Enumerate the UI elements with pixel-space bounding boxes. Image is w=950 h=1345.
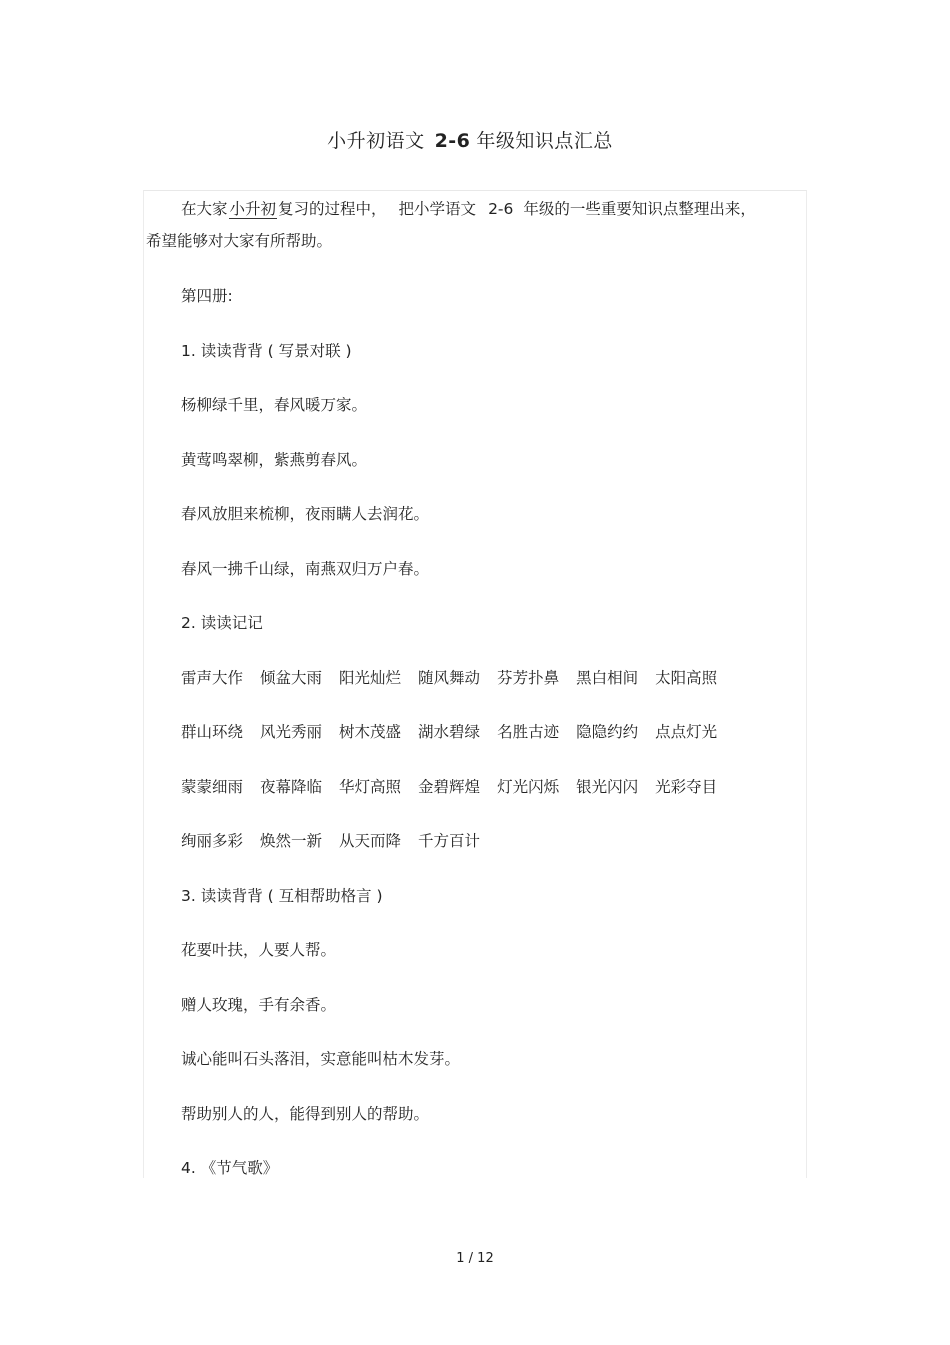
document-title <box>0 126 940 153</box>
xiaoshengchu-link[interactable]: 小升初 <box>229 200 277 218</box>
phrase: 风光秀丽 <box>260 723 323 741</box>
phrase-row <box>181 722 734 742</box>
page-number: 1 / 12 <box>456 1251 494 1266</box>
phrase-row <box>181 668 734 688</box>
phrase-row <box>181 831 497 851</box>
phrase: 灯光闪烁 <box>497 778 560 796</box>
maxim-line: 赠人玫瑰，手有余香。 <box>181 996 337 1014</box>
book-label: 第四册: <box>181 287 233 305</box>
phrase: 雷声大作 <box>181 669 244 687</box>
intro-paragraph-line-2: 希望能够对大家有所帮助。 <box>146 232 333 250</box>
phrase: 名胜古迹 <box>497 723 560 741</box>
phrase: 芬芳扑鼻 <box>497 669 560 687</box>
intro-paragraph-line-1: 在大家 小升初 复习的过程中， 把小学语文 2-6 年级的一些重要知识点整理出来， <box>181 200 756 218</box>
phrase: 随风舞动 <box>418 669 481 687</box>
section-3-heading: 3. 读读背背 ( 互相帮助格言 ) <box>181 887 383 905</box>
phrase: 蒙蒙细雨 <box>181 778 244 796</box>
phrase: 倾盆大雨 <box>260 669 323 687</box>
maxim-line: 帮助别人的人，能得到别人的帮助。 <box>181 1105 430 1123</box>
phrase: 银光闪闪 <box>576 778 639 796</box>
section-2-heading: 2. 读读记记 <box>181 614 263 632</box>
phrase: 太阳高照 <box>655 669 718 687</box>
phrase: 华灯高照 <box>339 778 402 796</box>
phrase: 金碧辉煌 <box>418 778 481 796</box>
couplet-line: 春风放胆来梳柳，夜雨瞒人去润花。 <box>181 505 430 523</box>
couplet-line: 春风一拂千山绿，南燕双归万户春。 <box>181 560 430 578</box>
couplet-line: 黄莺鸣翠柳，紫燕剪春风。 <box>181 451 368 469</box>
phrase: 湖水碧绿 <box>418 723 481 741</box>
phrase: 光彩夺目 <box>655 778 718 796</box>
section-1-heading: 1. 读读背背 ( 写景对联 ) <box>181 342 352 360</box>
phrase: 绚丽多彩 <box>181 832 244 850</box>
maxim-line: 诚心能叫石头落泪，实意能叫枯木发芽。 <box>181 1050 461 1068</box>
section-4-heading: 4. 《节气歌》 <box>181 1159 279 1177</box>
phrase: 点点灯光 <box>655 723 718 741</box>
phrase-row <box>181 777 734 797</box>
phrase: 树木茂盛 <box>339 723 402 741</box>
phrase: 隐隐约约 <box>576 723 639 741</box>
phrase: 从天而降 <box>339 832 402 850</box>
couplet-line: 杨柳绿千里，春风暖万家。 <box>181 396 368 414</box>
phrase: 夜幕降临 <box>260 778 323 796</box>
phrase: 千方百计 <box>418 832 481 850</box>
phrase: 黑白相间 <box>576 669 639 687</box>
title-prefix: 小升初语文 <box>327 130 425 152</box>
article-content <box>143 190 807 1178</box>
phrase: 阳光灿烂 <box>339 669 402 687</box>
title-suffix: 年级知识点汇总 <box>476 130 613 152</box>
maxim-line: 花要叶扶，人要人帮。 <box>181 941 337 959</box>
phrase: 群山环绕 <box>181 723 244 741</box>
title-grades: 2-6 <box>434 130 471 152</box>
phrase: 焕然一新 <box>260 832 323 850</box>
